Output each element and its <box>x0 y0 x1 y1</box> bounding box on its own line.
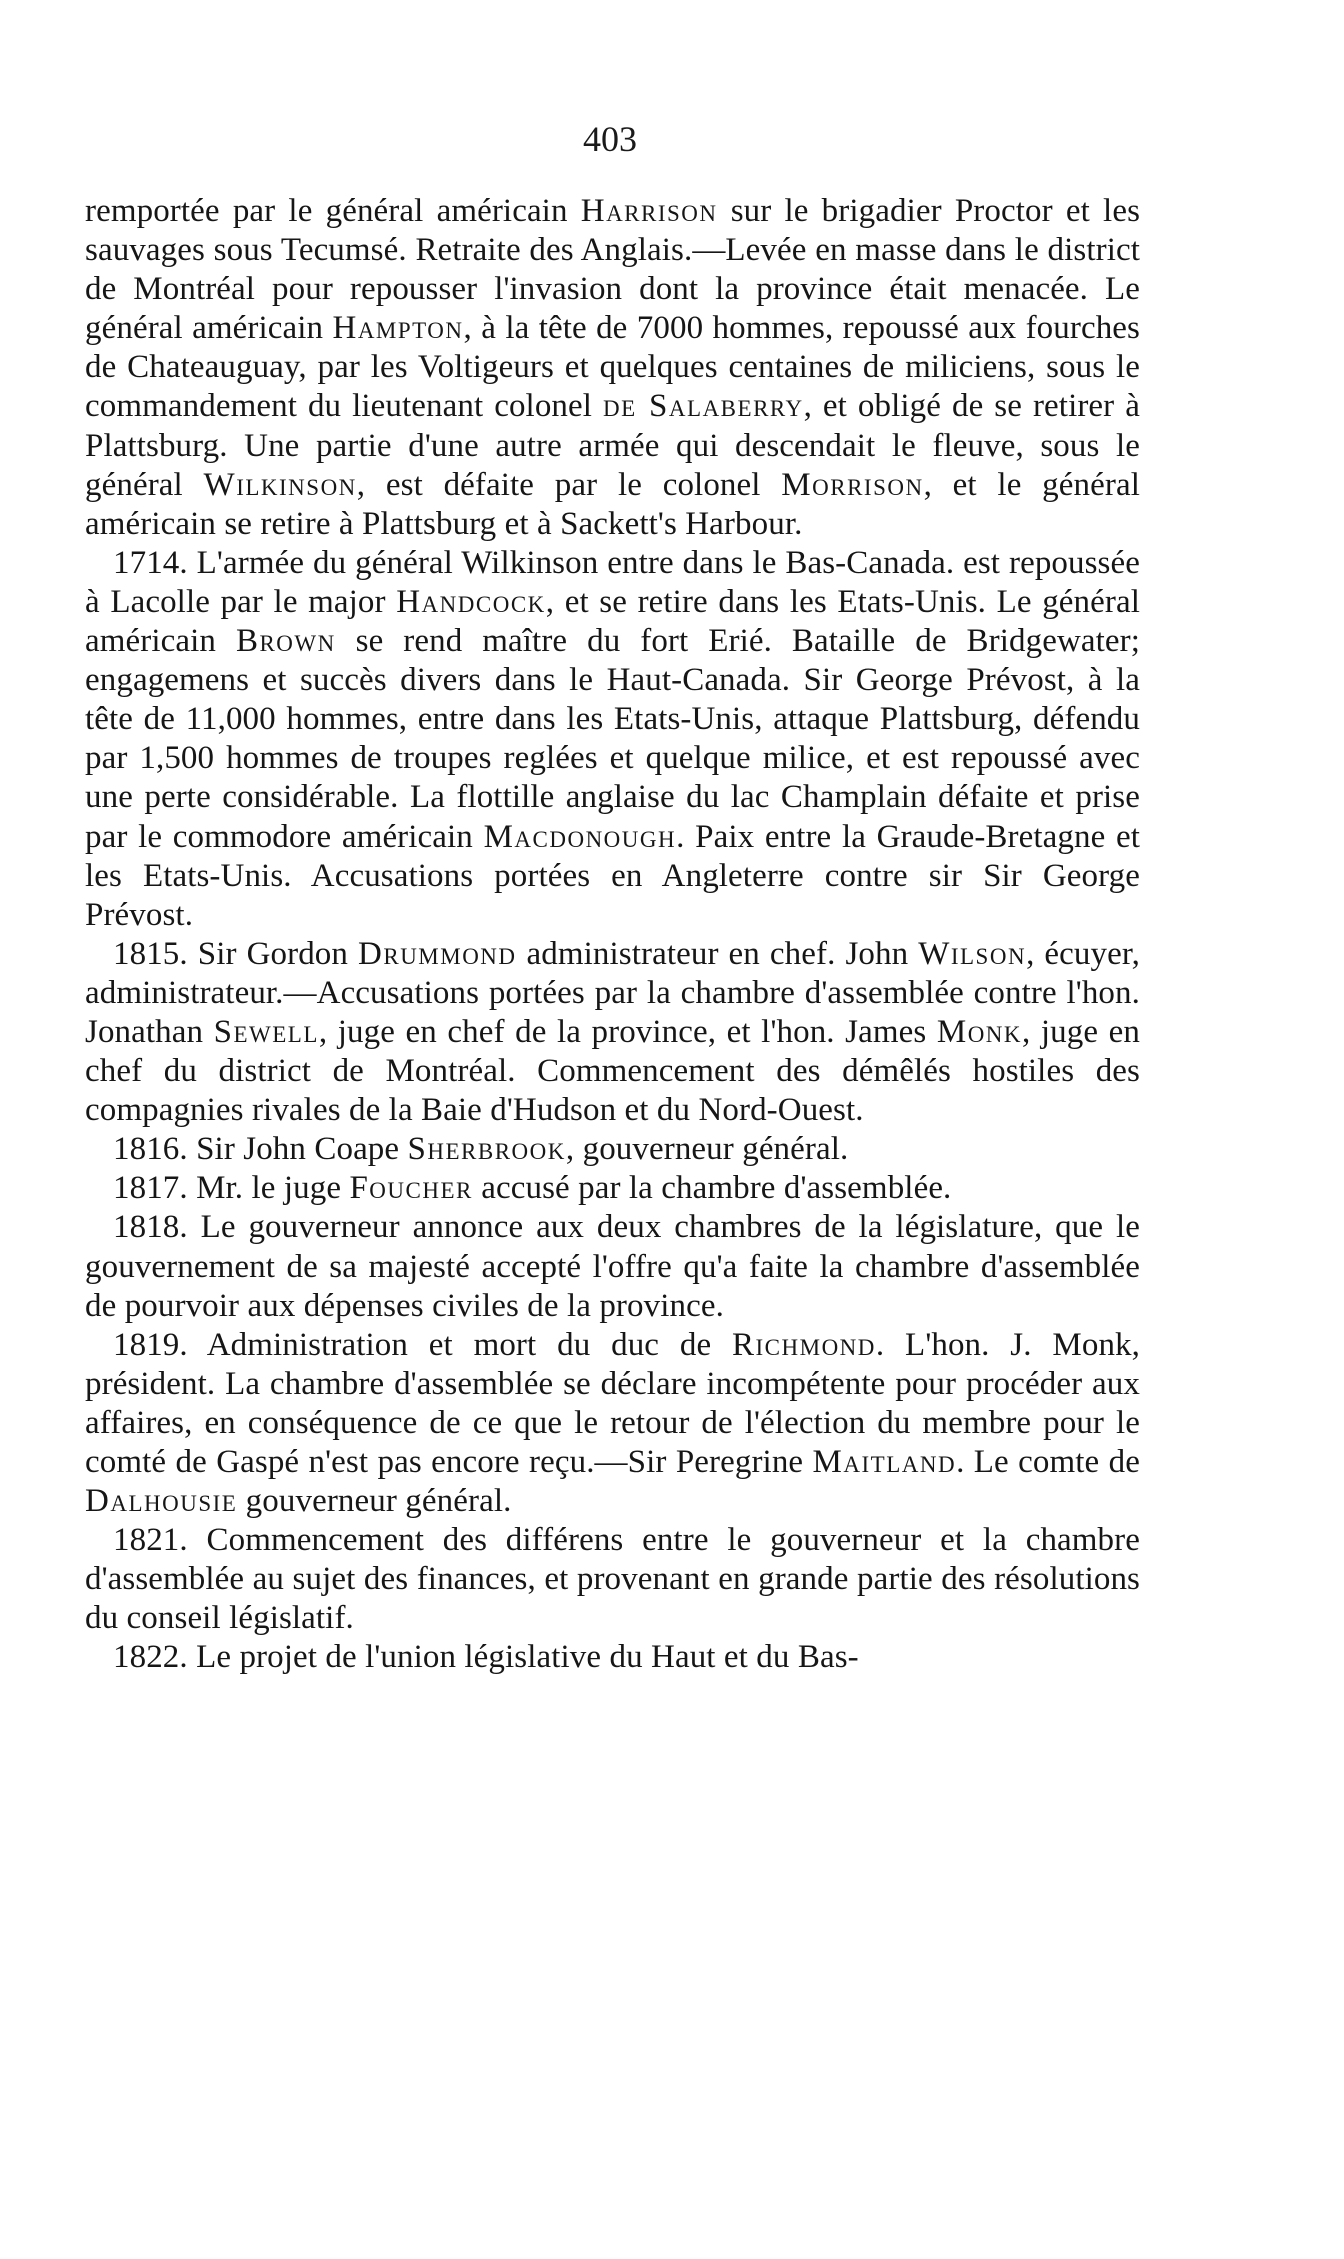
paragraph <box>85 544 1140 935</box>
proper-name: Hampton <box>332 310 464 347</box>
paragraph <box>85 935 1140 1130</box>
text-run: 1816. Sir John Coape <box>113 1131 408 1168</box>
proper-name: Sewell <box>213 1013 319 1050</box>
proper-name: Sherbrook <box>407 1131 566 1168</box>
proper-name: Wilson <box>918 935 1027 972</box>
proper-name: Macdonough <box>483 818 677 855</box>
text-run: sur le brigadier Proctor et les sauvages sous Tecumsé. Retraite des Anglais.—Levée en masse dans le district de Montréal pour repousser l'invasion dont la province était menacée. Le général américain <box>85 193 1141 347</box>
text-run: , est défaite par le colonel <box>356 466 782 503</box>
proper-name: Handcock <box>396 583 546 620</box>
text-run: administrateur en chef. John <box>516 935 919 972</box>
text-run: . L'hon. J. Monk, président. La chambre d'assemblée se déclare incompétente pour procéder aux affaires, en conséquence de ce que le retour de l'élection du membre pour le comté de Gaspé n'est pas encore reçu.—Sir Peregrine <box>85 1326 1140 1480</box>
proper-name: Foucher <box>349 1170 473 1207</box>
proper-name: Drummond <box>358 935 517 972</box>
text-run: gouverneur général. <box>237 1483 512 1520</box>
text-run: 1819. Administration et mort du duc de <box>113 1326 732 1363</box>
proper-name: Monk <box>936 1013 1023 1050</box>
paragraph <box>85 1638 1140 1677</box>
paragraph <box>85 1208 1140 1325</box>
text-run: , et le général américain se retire à Plattsburg et à Sackett's Harbour. <box>85 466 1140 542</box>
proper-name: de Salaberry <box>603 388 804 425</box>
text-run: , juge en chef de la province, et l'hon. James <box>318 1013 937 1050</box>
text-run: . Le comte de <box>956 1444 1141 1480</box>
paragraph <box>85 1130 1140 1169</box>
page-body-text <box>85 192 1140 1678</box>
text-run: 1815. Sir Gordon <box>113 935 359 972</box>
page-number: 403 <box>583 119 637 159</box>
text-run: , gouverneur général. <box>565 1131 849 1168</box>
paragraph <box>85 1326 1140 1521</box>
text-run: . Paix entre la Graude-Bretagne et les Etats-Unis. Accusations portées en Angleterre contre sir Sir George Prévost. <box>85 818 1140 933</box>
text-run: 1822. Le projet de l'union législative du Haut et du Bas- <box>113 1639 859 1676</box>
paragraph <box>85 1169 1140 1208</box>
text-run: accusé par la chambre d'assemblée. <box>472 1170 952 1207</box>
text-run: , à la tête de 7000 hommes, repoussé aux fourches de Chateauguay, par les Voltigeurs et quelques centaines de miliciens, sous le commandement du lieutenant colonel <box>85 310 1140 425</box>
proper-name: Dalhousie <box>85 1483 238 1520</box>
paragraph <box>85 1521 1140 1638</box>
proper-name: Richmond <box>732 1326 876 1363</box>
text-run: 1821. Commencement des différens entre le gouverneur et la chambre d'assemblée au sujet des finances, et provenant en grande partie des résolutions du conseil législatif. <box>85 1522 1140 1637</box>
text-run: 1714. L'armée du général Wilkinson entre dans le Bas-Canada. est repoussée à Lacolle par le major <box>85 544 1140 620</box>
proper-name: Wilkinson <box>203 466 357 503</box>
text-run: 1817. Mr. le juge <box>113 1170 350 1207</box>
proper-name: Brown <box>235 623 336 660</box>
text-run: , et se retire dans les Etats-Unis. Le général américain <box>85 583 1140 660</box>
text-run: , et obligé de se retirer à Plattsburg. Une partie d'une autre armée qui descendait le fleuve, sous le général <box>85 388 1140 503</box>
proper-name: Maitland <box>812 1444 957 1480</box>
proper-name: Morrison <box>781 466 924 503</box>
paragraph <box>85 192 1140 544</box>
proper-name: Harrison <box>580 193 718 229</box>
text-run: , écuyer, administrateur.—Accusations portées par la chambre d'assemblée contre l'hon. Jonathan <box>85 935 1140 1050</box>
text-run: se rend maître du fort Erié. Bataille de Bridgewater; engagemens et succès divers dans le Haut-Canada. Sir George Prévost, à la tête de 11,000 hommes, entre dans les Etats-Unis, attaque Plattsburg, défendu par 1,500 hommes de troupes reglées et quelque milice, et est repoussé avec une perte considérable. La flottille anglaise du lac Champlain défaite et prise par le commodore américain <box>85 623 1140 855</box>
text-run: remportée par le général américain <box>85 193 581 229</box>
text-run: , juge en chef du district de Montréal. Commencement des démêlés hostiles des compagnies rivales de la Baie d'Hudson et du Nord-Ouest. <box>85 1013 1140 1129</box>
text-run: 1818. Le gouverneur annonce aux deux chambres de la législature, que le gouvernement de sa majesté accepté l'offre qu'a faite la chambre d'assemblée de pourvoir aux dépenses civiles de la province. <box>85 1209 1140 1324</box>
